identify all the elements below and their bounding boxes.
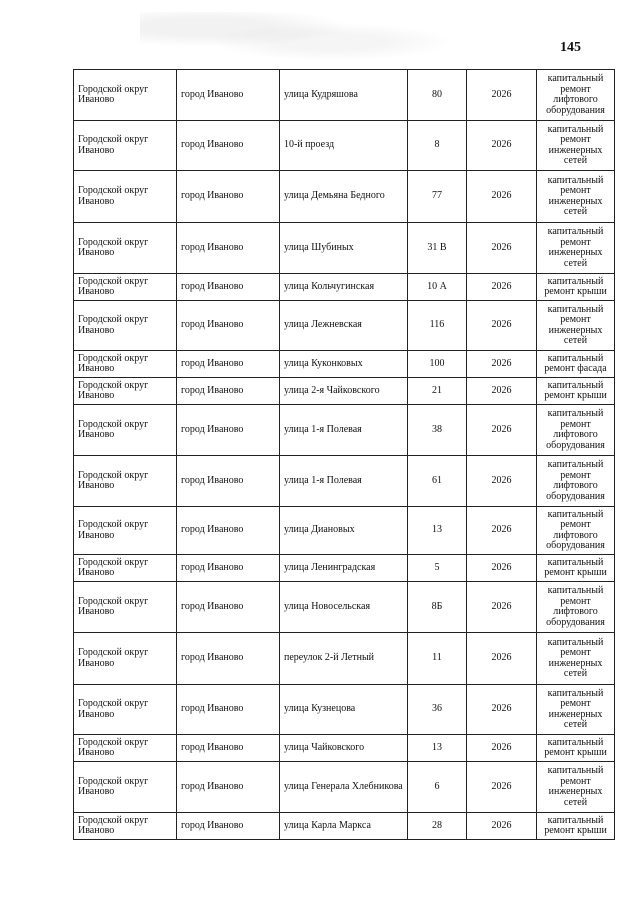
city-cell: город Иваново bbox=[177, 274, 280, 301]
city-cell: город Иваново bbox=[177, 171, 280, 223]
work-type-cell: капитальный ремонт лифтового оборудования bbox=[537, 582, 615, 633]
city-cell: город Иваново bbox=[177, 555, 280, 582]
year-cell: 2026 bbox=[467, 633, 537, 685]
city-cell: город Иваново bbox=[177, 405, 280, 456]
house-cell: 5 bbox=[408, 555, 467, 582]
city-cell: город Иваново bbox=[177, 582, 280, 633]
street-cell: улица Генерала Хлебникова bbox=[280, 762, 408, 813]
street-cell: улица Карла Маркса bbox=[280, 813, 408, 840]
house-cell: 10 А bbox=[408, 274, 467, 301]
house-cell: 13 bbox=[408, 507, 467, 555]
municipality-cell: Городской округ Иваново bbox=[74, 456, 177, 507]
year-cell: 2026 bbox=[467, 70, 537, 121]
work-type-cell: капитальный ремонт инженерных сетей bbox=[537, 762, 615, 813]
year-cell: 2026 bbox=[467, 813, 537, 840]
year-cell: 2026 bbox=[467, 456, 537, 507]
municipality-cell: Городской округ Иваново bbox=[74, 735, 177, 762]
street-cell: улица Диановых bbox=[280, 507, 408, 555]
table-row bbox=[74, 70, 615, 121]
street-cell: 10-й проезд bbox=[280, 121, 408, 171]
street-cell: улица Куконковых bbox=[280, 351, 408, 378]
year-cell: 2026 bbox=[467, 685, 537, 735]
table-body bbox=[74, 70, 615, 840]
table-row bbox=[74, 378, 615, 405]
year-cell: 2026 bbox=[467, 507, 537, 555]
house-cell: 8Б bbox=[408, 582, 467, 633]
city-cell: город Иваново bbox=[177, 735, 280, 762]
street-cell: улица Ленинградская bbox=[280, 555, 408, 582]
work-type-cell: капитальный ремонт крыши bbox=[537, 274, 615, 301]
table-row bbox=[74, 171, 615, 223]
table-row bbox=[74, 762, 615, 813]
work-type-cell: капитальный ремонт крыши bbox=[537, 378, 615, 405]
year-cell: 2026 bbox=[467, 582, 537, 633]
table-row bbox=[74, 582, 615, 633]
municipality-cell: Городской округ Иваново bbox=[74, 274, 177, 301]
city-cell: город Иваново bbox=[177, 813, 280, 840]
year-cell: 2026 bbox=[467, 735, 537, 762]
municipality-cell: Городской округ Иваново bbox=[74, 121, 177, 171]
work-type-cell: капитальный ремонт инженерных сетей bbox=[537, 685, 615, 735]
table-row bbox=[74, 301, 615, 351]
page-number: 145 bbox=[560, 40, 581, 55]
street-cell: улица 1-я Полевая bbox=[280, 456, 408, 507]
house-cell: 36 bbox=[408, 685, 467, 735]
table-row bbox=[74, 813, 615, 840]
table-row bbox=[74, 633, 615, 685]
work-type-cell: капитальный ремонт крыши bbox=[537, 813, 615, 840]
city-cell: город Иваново bbox=[177, 351, 280, 378]
year-cell: 2026 bbox=[467, 351, 537, 378]
municipality-cell: Городской округ Иваново bbox=[74, 223, 177, 274]
table-row bbox=[74, 507, 615, 555]
work-type-cell: капитальный ремонт инженерных сетей bbox=[537, 171, 615, 223]
house-cell: 8 bbox=[408, 121, 467, 171]
street-cell: улица Кудряшова bbox=[280, 70, 408, 121]
city-cell: город Иваново bbox=[177, 456, 280, 507]
work-type-cell: капитальный ремонт лифтового оборудования bbox=[537, 70, 615, 121]
municipality-cell: Городской округ Иваново bbox=[74, 378, 177, 405]
year-cell: 2026 bbox=[467, 223, 537, 274]
house-cell: 11 bbox=[408, 633, 467, 685]
house-cell: 100 bbox=[408, 351, 467, 378]
street-cell: улица Новосельская bbox=[280, 582, 408, 633]
work-type-cell: капитальный ремонт крыши bbox=[537, 735, 615, 762]
table-row bbox=[74, 351, 615, 378]
house-cell: 77 bbox=[408, 171, 467, 223]
city-cell: город Иваново bbox=[177, 633, 280, 685]
year-cell: 2026 bbox=[467, 121, 537, 171]
house-cell: 28 bbox=[408, 813, 467, 840]
municipality-cell: Городской округ Иваново bbox=[74, 685, 177, 735]
street-cell: улица Шубиных bbox=[280, 223, 408, 274]
house-cell: 61 bbox=[408, 456, 467, 507]
table-row bbox=[74, 405, 615, 456]
city-cell: город Иваново bbox=[177, 378, 280, 405]
municipality-cell: Городской округ Иваново bbox=[74, 633, 177, 685]
work-type-cell: капитальный ремонт фасада bbox=[537, 351, 615, 378]
work-type-cell: капитальный ремонт крыши bbox=[537, 555, 615, 582]
year-cell: 2026 bbox=[467, 555, 537, 582]
municipality-cell: Городской округ Иваново bbox=[74, 555, 177, 582]
city-cell: город Иваново bbox=[177, 121, 280, 171]
year-cell: 2026 bbox=[467, 171, 537, 223]
table-row bbox=[74, 735, 615, 762]
municipality-cell: Городской округ Иваново bbox=[74, 351, 177, 378]
work-type-cell: капитальный ремонт инженерных сетей bbox=[537, 633, 615, 685]
city-cell: город Иваново bbox=[177, 762, 280, 813]
municipality-cell: Городской округ Иваново bbox=[74, 171, 177, 223]
work-type-cell: капитальный ремонт инженерных сетей bbox=[537, 121, 615, 171]
table-row bbox=[74, 274, 615, 301]
house-cell: 6 bbox=[408, 762, 467, 813]
table-row bbox=[74, 685, 615, 735]
city-cell: город Иваново bbox=[177, 70, 280, 121]
repair-register-table bbox=[73, 69, 615, 840]
house-cell: 116 bbox=[408, 301, 467, 351]
table-row bbox=[74, 121, 615, 171]
table-row bbox=[74, 223, 615, 274]
municipality-cell: Городской округ Иваново bbox=[74, 301, 177, 351]
year-cell: 2026 bbox=[467, 301, 537, 351]
municipality-cell: Городской округ Иваново bbox=[74, 70, 177, 121]
year-cell: 2026 bbox=[467, 378, 537, 405]
work-type-cell: капитальный ремонт лифтового оборудования bbox=[537, 507, 615, 555]
city-cell: город Иваново bbox=[177, 685, 280, 735]
street-cell: переулок 2-й Летный bbox=[280, 633, 408, 685]
street-cell: улица 1-я Полевая bbox=[280, 405, 408, 456]
work-type-cell: капитальный ремонт инженерных сетей bbox=[537, 301, 615, 351]
street-cell: улица 2-я Чайковского bbox=[280, 378, 408, 405]
city-cell: город Иваново bbox=[177, 301, 280, 351]
municipality-cell: Городской округ Иваново bbox=[74, 813, 177, 840]
municipality-cell: Городской округ Иваново bbox=[74, 405, 177, 456]
scan-artifact bbox=[140, 12, 460, 62]
street-cell: улица Кузнецова bbox=[280, 685, 408, 735]
house-cell: 38 bbox=[408, 405, 467, 456]
city-cell: город Иваново bbox=[177, 507, 280, 555]
work-type-cell: капитальный ремонт лифтового оборудования bbox=[537, 405, 615, 456]
table-row bbox=[74, 456, 615, 507]
house-cell: 80 bbox=[408, 70, 467, 121]
year-cell: 2026 bbox=[467, 274, 537, 301]
year-cell: 2026 bbox=[467, 405, 537, 456]
work-type-cell: капитальный ремонт инженерных сетей bbox=[537, 223, 615, 274]
house-cell: 31 В bbox=[408, 223, 467, 274]
municipality-cell: Городской округ Иваново bbox=[74, 762, 177, 813]
city-cell: город Иваново bbox=[177, 223, 280, 274]
work-type-cell: капитальный ремонт лифтового оборудования bbox=[537, 456, 615, 507]
year-cell: 2026 bbox=[467, 762, 537, 813]
street-cell: улица Лежневская bbox=[280, 301, 408, 351]
street-cell: улица Демьяна Бедного bbox=[280, 171, 408, 223]
house-cell: 21 bbox=[408, 378, 467, 405]
street-cell: улица Кольчугинская bbox=[280, 274, 408, 301]
street-cell: улица Чайковского bbox=[280, 735, 408, 762]
house-cell: 13 bbox=[408, 735, 467, 762]
municipality-cell: Городской округ Иваново bbox=[74, 507, 177, 555]
table-row bbox=[74, 555, 615, 582]
municipality-cell: Городской округ Иваново bbox=[74, 582, 177, 633]
